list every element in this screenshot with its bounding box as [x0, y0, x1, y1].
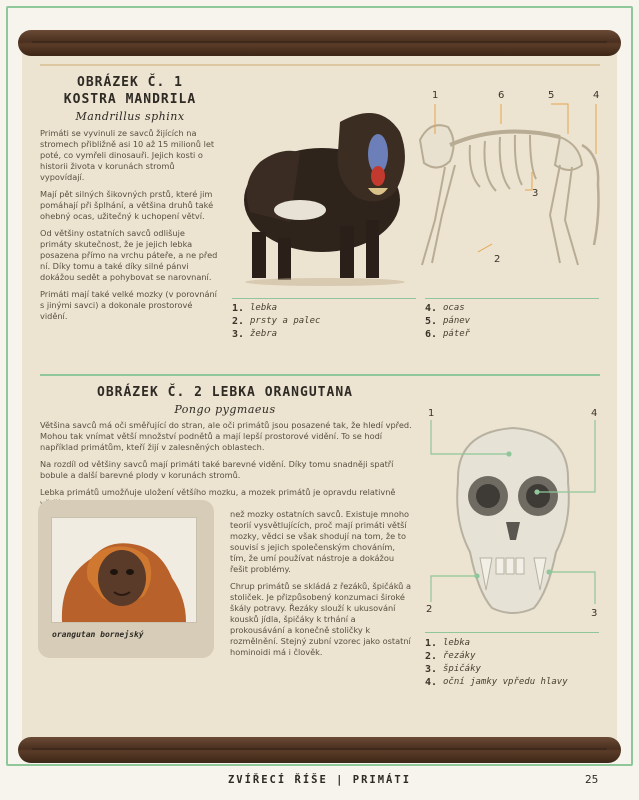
section-divider-middle: [40, 374, 600, 376]
photo-caption: orangutan bornejský: [52, 630, 144, 639]
legend-item: [425, 315, 470, 328]
skeleton-callout-3: 3: [532, 188, 539, 199]
legend-item: [425, 676, 568, 689]
legend-item: [425, 328, 470, 341]
figure2-paragraph: Chrup primátů se skládá z řezáků, špičáků a stoliček. Je přizpůsobený konzumaci široké škály potravy. Řezáky slouží k ukusování kousků jídla, špičáky k trhání a prokousávání a konečně stoličky k rozmělnění. Stejný zubní vzorec jako ostatní hominoidi má i člověk.: [230, 581, 411, 657]
mandrill-illustration: [230, 92, 420, 288]
skeleton-leader-lines: [430, 102, 610, 262]
skeleton-callout-2: 2: [494, 254, 501, 265]
page-number: 25: [585, 774, 599, 786]
legend-number: 5.: [425, 316, 438, 327]
figure1-title-line2: KOSTRA MANDRILA: [63, 92, 197, 107]
figure2-legend: [425, 637, 568, 689]
legend-label: pánev: [443, 316, 471, 326]
legend-number: 3.: [425, 664, 438, 675]
legend-number: 3.: [232, 329, 245, 340]
figure2-paragraph: než mozky ostatních savců. Existuje mnoho teorií vysvětlujících, proč mají primáti větší mozky, vědci se však shodují na tom, že to souvisí s jejich společenským chováním, tím, že umí používat nástroje a dokážou řešit problémy.: [230, 509, 410, 574]
legend-item: [425, 302, 470, 315]
skeleton-callout-4: 4: [593, 90, 600, 101]
skull-callout-2: 2: [426, 604, 433, 615]
orangutan-photo: [52, 518, 196, 622]
legend-label: prsty a palec: [250, 316, 321, 326]
legend-number: 1.: [232, 303, 245, 314]
legend-label: páteř: [443, 329, 471, 339]
legend-label: ocas: [443, 303, 465, 313]
figure1-text: [40, 128, 218, 328]
figure2-paragraph: Na rozdíl od většiny savců mají primáti také barevné vidění. Díky tomu snadněji spatří bobule a další barevné plody v korunách stromů.: [40, 459, 394, 480]
orangutan-illustration: [52, 518, 196, 622]
figure1-title: [40, 74, 220, 108]
legend-label: žebra: [250, 329, 278, 339]
legend1-left-rule: [232, 298, 416, 299]
figure2-title: OBRÁZEK Č. 2 LEBKA ORANGUTANA: [97, 385, 353, 400]
figure2-text-narrow: [230, 509, 412, 664]
legend-number: 4.: [425, 677, 438, 688]
figure1-paragraph: Primáti mají také velké mozky (v porovnání s jinými savci) a dokonale prostorové vidění.: [40, 289, 217, 321]
top-wooden-bar: [18, 30, 621, 56]
skull-leader-lines: [425, 420, 605, 610]
figure1-paragraph: Od většiny ostatních savců odlišuje primáty skutečnost, že je jejich lebka posazena přímo na vrchu páteře, a ne před ní. Díky tomu a také díky silné pánvi dokážou sedět a pohybovat se narovnaní.: [40, 228, 218, 282]
legend-label: lebka: [250, 303, 278, 313]
legend-item: [232, 302, 320, 315]
figure1-paragraph: Mají pět silných šikovných prstů, které jim pomáhají při šplhání, a většina druhů také ohebný ocas, užitečný k uchopení větví.: [40, 189, 214, 221]
legend-number: 6.: [425, 329, 438, 340]
legend-item: [425, 663, 568, 676]
figure1-latin-name: Mandrillus sphinx: [75, 110, 185, 123]
section-divider-top: [40, 64, 600, 66]
running-footer-title: ZVÍŘECÍ ŘÍŠE | PRIMÁTI: [227, 774, 412, 786]
figure1-legend-right: [425, 302, 470, 341]
figure1-legend-left: [232, 302, 320, 341]
bottom-wooden-bar: [18, 737, 621, 763]
skeleton-callout-5: 5: [548, 90, 555, 101]
skeleton-callout-6: 6: [498, 90, 505, 101]
figure1-paragraph: Primáti se vyvinuli ze savců žijících na stromech přibližně asi 10 až 15 milionů let poté, co vymřeli dinosauři. Jejich kosti o historii života v korunách stromů vypovídají.: [40, 128, 215, 182]
legend-item: [232, 315, 320, 328]
figure2-latin-name: Pongo pygmaeus: [174, 403, 276, 416]
figure2-paragraph: Lebka primátů umožňuje uložení většího mozku, a mozek primátů je opravdu relativně: [40, 487, 396, 497]
figure1-title-line1: OBRÁZEK Č. 1: [77, 75, 183, 90]
legend-label: lebka: [443, 638, 471, 648]
skull-callout-1: 1: [428, 408, 435, 419]
legend-label: řezáky: [443, 651, 476, 661]
legend-item: [232, 328, 320, 341]
legend-item: [425, 650, 568, 663]
legend2-rule: [425, 632, 599, 633]
legend-number: 2.: [232, 316, 245, 327]
legend-item: [425, 637, 568, 650]
legend-label: špičáky: [443, 664, 481, 674]
figure2-text-wide: [40, 420, 412, 509]
skeleton-callout-1: 1: [432, 90, 439, 101]
figure2-paragraph: Většina savců má oči směřující do stran, ale oči primátů jsou posazené tak, že hledí vpřed. Mohou tak vnímat větší množství podnětů a mají lepší prostorové vidění. To se hodí například primátům, kteří žijí v zalesněných oblastech.: [40, 420, 412, 452]
legend-number: 1.: [425, 638, 438, 649]
skull-callout-4: 4: [591, 408, 598, 419]
legend-number: 2.: [425, 651, 438, 662]
legend1-right-rule: [425, 298, 599, 299]
skull-callout-3: 3: [591, 608, 598, 619]
legend-number: 4.: [425, 303, 438, 314]
legend-label: oční jamky vpředu hlavy: [443, 677, 568, 687]
